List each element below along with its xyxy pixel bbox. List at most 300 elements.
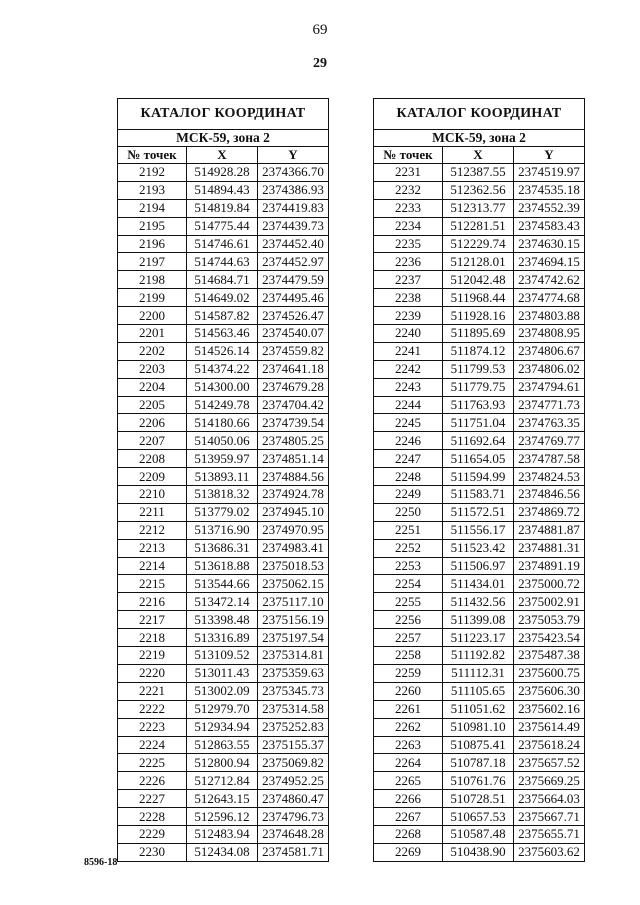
point-number-cell: 2204: [118, 378, 187, 396]
x-coordinate-cell: 511434.01: [443, 575, 514, 593]
col-header-x: X: [187, 147, 258, 164]
x-coordinate-cell: 512362.56: [443, 181, 514, 199]
point-number-cell: 2260: [374, 682, 443, 700]
y-coordinate-cell: 2375002.91: [514, 593, 585, 611]
point-number-cell: 2246: [374, 432, 443, 450]
table-row: [374, 611, 585, 629]
x-coordinate-cell: 514649.02: [187, 289, 258, 307]
table-row: [374, 557, 585, 575]
point-number-cell: 2255: [374, 593, 443, 611]
column-header-row: [374, 147, 585, 164]
point-number-cell: 2226: [118, 772, 187, 790]
point-number-cell: 2211: [118, 503, 187, 521]
point-number-cell: 2202: [118, 342, 187, 360]
point-number-cell: 2222: [118, 700, 187, 718]
x-coordinate-cell: 513109.52: [187, 647, 258, 665]
coordinate-system-row: [118, 130, 329, 147]
x-coordinate-cell: 511105.65: [443, 682, 514, 700]
x-coordinate-cell: 510981.10: [443, 718, 514, 736]
y-coordinate-cell: 2375062.15: [258, 575, 329, 593]
x-coordinate-cell: 511523.42: [443, 539, 514, 557]
point-number-cell: 2216: [118, 593, 187, 611]
y-coordinate-cell: 2374540.07: [258, 325, 329, 343]
y-coordinate-cell: 2374924.78: [258, 486, 329, 504]
y-coordinate-cell: 2375000.72: [514, 575, 585, 593]
table-row: [374, 253, 585, 271]
x-coordinate-cell: 514300.00: [187, 378, 258, 396]
point-number-cell: 2208: [118, 450, 187, 468]
catalog-title: КАТАЛОГ КООРДИНАТ: [374, 99, 585, 130]
x-coordinate-cell: 511223.17: [443, 629, 514, 647]
y-coordinate-cell: 2374805.25: [258, 432, 329, 450]
x-coordinate-cell: 511112.31: [443, 664, 514, 682]
x-coordinate-cell: 512229.74: [443, 235, 514, 253]
table-row: [118, 468, 329, 486]
point-number-cell: 2220: [118, 664, 187, 682]
y-coordinate-cell: 2374739.54: [258, 414, 329, 432]
x-coordinate-cell: 513544.66: [187, 575, 258, 593]
table-row: [374, 450, 585, 468]
x-coordinate-cell: 511751.04: [443, 414, 514, 432]
table-row: [118, 825, 329, 843]
catalog-body-left: [118, 99, 329, 862]
table-row: [374, 682, 585, 700]
y-coordinate-cell: 2374881.31: [514, 539, 585, 557]
table-row: [118, 199, 329, 217]
table-row: [118, 181, 329, 199]
y-coordinate-cell: 2375252.83: [258, 718, 329, 736]
x-coordinate-cell: 511763.93: [443, 396, 514, 414]
y-coordinate-cell: 2374860.47: [258, 790, 329, 808]
point-number-cell: 2251: [374, 521, 443, 539]
point-number-cell: 2218: [118, 629, 187, 647]
table-row: [118, 647, 329, 665]
y-coordinate-cell: 2375314.81: [258, 647, 329, 665]
x-coordinate-cell: 513818.32: [187, 486, 258, 504]
y-coordinate-cell: 2374771.73: [514, 396, 585, 414]
point-number-cell: 2250: [374, 503, 443, 521]
x-coordinate-cell: 514180.66: [187, 414, 258, 432]
y-coordinate-cell: 2374803.88: [514, 307, 585, 325]
x-coordinate-cell: 513316.89: [187, 629, 258, 647]
point-number-cell: 2267: [374, 808, 443, 826]
y-coordinate-cell: 2375155.37: [258, 736, 329, 754]
point-number-cell: 2200: [118, 307, 187, 325]
point-number-cell: 2235: [374, 235, 443, 253]
table-row: [118, 164, 329, 182]
x-coordinate-cell: 512979.70: [187, 700, 258, 718]
point-number-cell: 2196: [118, 235, 187, 253]
point-number-cell: 2236: [374, 253, 443, 271]
point-number-cell: 2195: [118, 217, 187, 235]
catalog-title: КАТАЛОГ КООРДИНАТ: [118, 99, 329, 130]
x-coordinate-cell: 513398.48: [187, 611, 258, 629]
point-number-cell: 2225: [118, 754, 187, 772]
x-coordinate-cell: 511895.69: [443, 325, 514, 343]
table-row: [118, 521, 329, 539]
x-coordinate-cell: 514526.14: [187, 342, 258, 360]
y-coordinate-cell: 2374419.83: [258, 199, 329, 217]
point-number-cell: 2209: [118, 468, 187, 486]
point-number-cell: 2194: [118, 199, 187, 217]
x-coordinate-cell: 513011.43: [187, 664, 258, 682]
point-number-cell: 2231: [374, 164, 443, 182]
x-coordinate-cell: 511654.05: [443, 450, 514, 468]
y-coordinate-cell: 2375345.73: [258, 682, 329, 700]
y-coordinate-cell: 2375618.24: [514, 736, 585, 754]
y-coordinate-cell: 2375197.54: [258, 629, 329, 647]
y-coordinate-cell: 2374806.67: [514, 342, 585, 360]
x-coordinate-cell: 513716.90: [187, 521, 258, 539]
x-coordinate-cell: 514563.46: [187, 325, 258, 343]
point-number-cell: 2259: [374, 664, 443, 682]
table-row: [374, 289, 585, 307]
point-number-cell: 2258: [374, 647, 443, 665]
point-number-cell: 2244: [374, 396, 443, 414]
x-coordinate-cell: 511799.53: [443, 360, 514, 378]
y-coordinate-cell: 2375117.10: [258, 593, 329, 611]
x-coordinate-cell: 512712.84: [187, 772, 258, 790]
table-row: [118, 486, 329, 504]
y-coordinate-cell: 2374366.70: [258, 164, 329, 182]
document-code: 8596-18: [84, 857, 118, 868]
point-number-cell: 2213: [118, 539, 187, 557]
table-row: [118, 289, 329, 307]
table-row: [118, 414, 329, 432]
table-row: [118, 450, 329, 468]
x-coordinate-cell: 511556.17: [443, 521, 514, 539]
x-coordinate-cell: 511192.82: [443, 647, 514, 665]
point-number-cell: 2265: [374, 772, 443, 790]
col-header-y: Y: [258, 147, 329, 164]
y-coordinate-cell: 2374769.77: [514, 432, 585, 450]
x-coordinate-cell: 514746.61: [187, 235, 258, 253]
table-row: [118, 575, 329, 593]
x-coordinate-cell: 512934.94: [187, 718, 258, 736]
point-number-cell: 2203: [118, 360, 187, 378]
x-coordinate-cell: 512434.08: [187, 843, 258, 861]
table-row: [374, 843, 585, 861]
point-number-cell: 2242: [374, 360, 443, 378]
y-coordinate-cell: 2375156.19: [258, 611, 329, 629]
catalog-title-row: [118, 99, 329, 130]
coordinate-catalog-left: [117, 98, 329, 862]
point-number-cell: 2249: [374, 486, 443, 504]
y-coordinate-cell: 2375655.71: [514, 825, 585, 843]
point-number-cell: 2192: [118, 164, 187, 182]
x-coordinate-cell: 514819.84: [187, 199, 258, 217]
x-coordinate-cell: 513959.97: [187, 450, 258, 468]
y-coordinate-cell: 2374704.42: [258, 396, 329, 414]
y-coordinate-cell: 2374808.95: [514, 325, 585, 343]
y-coordinate-cell: 2374479.59: [258, 271, 329, 289]
table-row: [374, 664, 585, 682]
sheet-number: 29: [313, 56, 327, 71]
point-number-cell: 2212: [118, 521, 187, 539]
y-coordinate-cell: 2374641.18: [258, 360, 329, 378]
y-coordinate-cell: 2374970.95: [258, 521, 329, 539]
x-coordinate-cell: 510761.76: [443, 772, 514, 790]
x-coordinate-cell: 512281.51: [443, 217, 514, 235]
table-row: [118, 664, 329, 682]
x-coordinate-cell: 511051.62: [443, 700, 514, 718]
table-row: [374, 700, 585, 718]
point-number-cell: 2230: [118, 843, 187, 861]
y-coordinate-cell: 2374794.61: [514, 378, 585, 396]
x-coordinate-cell: 510728.51: [443, 790, 514, 808]
x-coordinate-cell: 514374.22: [187, 360, 258, 378]
table-row: [118, 503, 329, 521]
point-number-cell: 2263: [374, 736, 443, 754]
y-coordinate-cell: 2375603.62: [514, 843, 585, 861]
table-row: [374, 164, 585, 182]
point-number-cell: 2247: [374, 450, 443, 468]
point-number-cell: 2245: [374, 414, 443, 432]
table-row: [374, 503, 585, 521]
y-coordinate-cell: 2375487.38: [514, 647, 585, 665]
y-coordinate-cell: 2375606.30: [514, 682, 585, 700]
point-number-cell: 2233: [374, 199, 443, 217]
table-row: [118, 235, 329, 253]
point-number-cell: 2198: [118, 271, 187, 289]
point-number-cell: 2219: [118, 647, 187, 665]
x-coordinate-cell: 514894.43: [187, 181, 258, 199]
table-row: [374, 271, 585, 289]
point-number-cell: 2234: [374, 217, 443, 235]
x-coordinate-cell: 514050.06: [187, 432, 258, 450]
x-coordinate-cell: 511692.64: [443, 432, 514, 450]
table-row: [374, 378, 585, 396]
point-number-cell: 2197: [118, 253, 187, 271]
y-coordinate-cell: 2374763.35: [514, 414, 585, 432]
x-coordinate-cell: 513686.31: [187, 539, 258, 557]
point-number-cell: 2261: [374, 700, 443, 718]
x-coordinate-cell: 511506.97: [443, 557, 514, 575]
point-number-cell: 2227: [118, 790, 187, 808]
point-number-cell: 2248: [374, 468, 443, 486]
y-coordinate-cell: 2374630.15: [514, 235, 585, 253]
point-number-cell: 2232: [374, 181, 443, 199]
x-coordinate-cell: 514775.44: [187, 217, 258, 235]
point-number-cell: 2240: [374, 325, 443, 343]
point-number-cell: 2241: [374, 342, 443, 360]
x-coordinate-cell: 511874.12: [443, 342, 514, 360]
y-coordinate-cell: 2375053.79: [514, 611, 585, 629]
table-row: [374, 307, 585, 325]
x-coordinate-cell: 513472.14: [187, 593, 258, 611]
y-coordinate-cell: 2374869.72: [514, 503, 585, 521]
point-number-cell: 2205: [118, 396, 187, 414]
x-coordinate-cell: 513893.11: [187, 468, 258, 486]
table-row: [374, 360, 585, 378]
table-row: [118, 754, 329, 772]
y-coordinate-cell: 2374581.71: [258, 843, 329, 861]
y-coordinate-cell: 2374648.28: [258, 825, 329, 843]
point-number-cell: 2237: [374, 271, 443, 289]
table-row: [374, 181, 585, 199]
y-coordinate-cell: 2374535.18: [514, 181, 585, 199]
x-coordinate-cell: 511583.71: [443, 486, 514, 504]
col-header-y: Y: [514, 147, 585, 164]
point-number-cell: 2239: [374, 307, 443, 325]
y-coordinate-cell: 2374983.41: [258, 539, 329, 557]
point-number-cell: 2243: [374, 378, 443, 396]
y-coordinate-cell: 2374774.68: [514, 289, 585, 307]
table-row: [374, 808, 585, 826]
point-number-cell: 2223: [118, 718, 187, 736]
table-row: [118, 396, 329, 414]
x-coordinate-cell: 511432.56: [443, 593, 514, 611]
y-coordinate-cell: 2374559.82: [258, 342, 329, 360]
y-coordinate-cell: 2375314.58: [258, 700, 329, 718]
y-coordinate-cell: 2375657.52: [514, 754, 585, 772]
table-row: [374, 325, 585, 343]
y-coordinate-cell: 2374386.93: [258, 181, 329, 199]
x-coordinate-cell: 513779.02: [187, 503, 258, 521]
table-row: [118, 271, 329, 289]
table-row: [374, 414, 585, 432]
point-number-cell: 2214: [118, 557, 187, 575]
x-coordinate-cell: 510587.48: [443, 825, 514, 843]
y-coordinate-cell: 2375614.49: [514, 718, 585, 736]
table-row: [374, 432, 585, 450]
table-row: [118, 593, 329, 611]
table-row: [118, 736, 329, 754]
y-coordinate-cell: 2374694.15: [514, 253, 585, 271]
table-row: [118, 432, 329, 450]
x-coordinate-cell: 511968.44: [443, 289, 514, 307]
x-coordinate-cell: 510875.41: [443, 736, 514, 754]
coordinate-system: МСК-59, зона 2: [374, 130, 585, 147]
table-row: [374, 199, 585, 217]
y-coordinate-cell: 2374679.28: [258, 378, 329, 396]
table-row: [118, 682, 329, 700]
y-coordinate-cell: 2374806.02: [514, 360, 585, 378]
y-coordinate-cell: 2374495.46: [258, 289, 329, 307]
point-number-cell: 2254: [374, 575, 443, 593]
point-number-cell: 2206: [118, 414, 187, 432]
x-coordinate-cell: 514928.28: [187, 164, 258, 182]
point-number-cell: 2217: [118, 611, 187, 629]
x-coordinate-cell: 512643.15: [187, 790, 258, 808]
x-coordinate-cell: 512128.01: [443, 253, 514, 271]
y-coordinate-cell: 2374519.97: [514, 164, 585, 182]
y-coordinate-cell: 2374884.56: [258, 468, 329, 486]
table-row: [118, 611, 329, 629]
point-number-cell: 2210: [118, 486, 187, 504]
point-number-cell: 2228: [118, 808, 187, 826]
table-row: [118, 307, 329, 325]
table-row: [374, 772, 585, 790]
y-coordinate-cell: 2375359.63: [258, 664, 329, 682]
x-coordinate-cell: 514249.78: [187, 396, 258, 414]
table-row: [118, 843, 329, 861]
x-coordinate-cell: 510438.90: [443, 843, 514, 861]
x-coordinate-cell: 512387.55: [443, 164, 514, 182]
x-coordinate-cell: 512596.12: [187, 808, 258, 826]
y-coordinate-cell: 2374787.58: [514, 450, 585, 468]
x-coordinate-cell: 510657.53: [443, 808, 514, 826]
page-number: 69: [312, 22, 328, 38]
col-header-point-number: № точек: [118, 147, 187, 164]
point-number-cell: 2221: [118, 682, 187, 700]
x-coordinate-cell: 511779.75: [443, 378, 514, 396]
table-row: [118, 217, 329, 235]
coordinate-system: МСК-59, зона 2: [118, 130, 329, 147]
y-coordinate-cell: 2374552.39: [514, 199, 585, 217]
point-number-cell: 2256: [374, 611, 443, 629]
x-coordinate-cell: 514684.71: [187, 271, 258, 289]
point-number-cell: 2269: [374, 843, 443, 861]
point-number-cell: 2199: [118, 289, 187, 307]
x-coordinate-cell: 512042.48: [443, 271, 514, 289]
table-row: [118, 772, 329, 790]
table-row: [118, 808, 329, 826]
col-header-point-number: № точек: [374, 147, 443, 164]
point-number-cell: 2238: [374, 289, 443, 307]
table-row: [374, 825, 585, 843]
coordinate-system-row: [374, 130, 585, 147]
table-row: [374, 396, 585, 414]
y-coordinate-cell: 2374881.87: [514, 521, 585, 539]
point-number-cell: 2229: [118, 825, 187, 843]
y-coordinate-cell: 2375667.71: [514, 808, 585, 826]
table-row: [118, 378, 329, 396]
table-row: [118, 790, 329, 808]
y-coordinate-cell: 2374851.14: [258, 450, 329, 468]
x-coordinate-cell: 511399.08: [443, 611, 514, 629]
x-coordinate-cell: 512863.55: [187, 736, 258, 754]
point-number-cell: 2257: [374, 629, 443, 647]
y-coordinate-cell: 2375664.03: [514, 790, 585, 808]
table-row: [118, 557, 329, 575]
y-coordinate-cell: 2375602.16: [514, 700, 585, 718]
table-row: [118, 360, 329, 378]
x-coordinate-cell: 512800.94: [187, 754, 258, 772]
table-row: [374, 629, 585, 647]
y-coordinate-cell: 2374742.62: [514, 271, 585, 289]
x-coordinate-cell: 514744.63: [187, 253, 258, 271]
table-row: [374, 593, 585, 611]
x-coordinate-cell: 512313.77: [443, 199, 514, 217]
x-coordinate-cell: 512483.94: [187, 825, 258, 843]
y-coordinate-cell: 2374452.97: [258, 253, 329, 271]
coordinate-catalog-right: [373, 98, 585, 862]
table-row: [118, 342, 329, 360]
point-number-cell: 2201: [118, 325, 187, 343]
y-coordinate-cell: 2374796.73: [258, 808, 329, 826]
y-coordinate-cell: 2374439.73: [258, 217, 329, 235]
table-row: [374, 235, 585, 253]
table-row: [374, 736, 585, 754]
y-coordinate-cell: 2374583.43: [514, 217, 585, 235]
y-coordinate-cell: 2374945.10: [258, 503, 329, 521]
point-number-cell: 2224: [118, 736, 187, 754]
table-row: [374, 754, 585, 772]
y-coordinate-cell: 2375669.25: [514, 772, 585, 790]
x-coordinate-cell: 514587.82: [187, 307, 258, 325]
x-coordinate-cell: 513618.88: [187, 557, 258, 575]
y-coordinate-cell: 2375018.53: [258, 557, 329, 575]
table-row: [118, 539, 329, 557]
table-row: [118, 253, 329, 271]
y-coordinate-cell: 2375423.54: [514, 629, 585, 647]
catalog-title-row: [374, 99, 585, 130]
point-number-cell: 2207: [118, 432, 187, 450]
x-coordinate-cell: 511572.51: [443, 503, 514, 521]
x-coordinate-cell: 510787.18: [443, 754, 514, 772]
y-coordinate-cell: 2375069.82: [258, 754, 329, 772]
